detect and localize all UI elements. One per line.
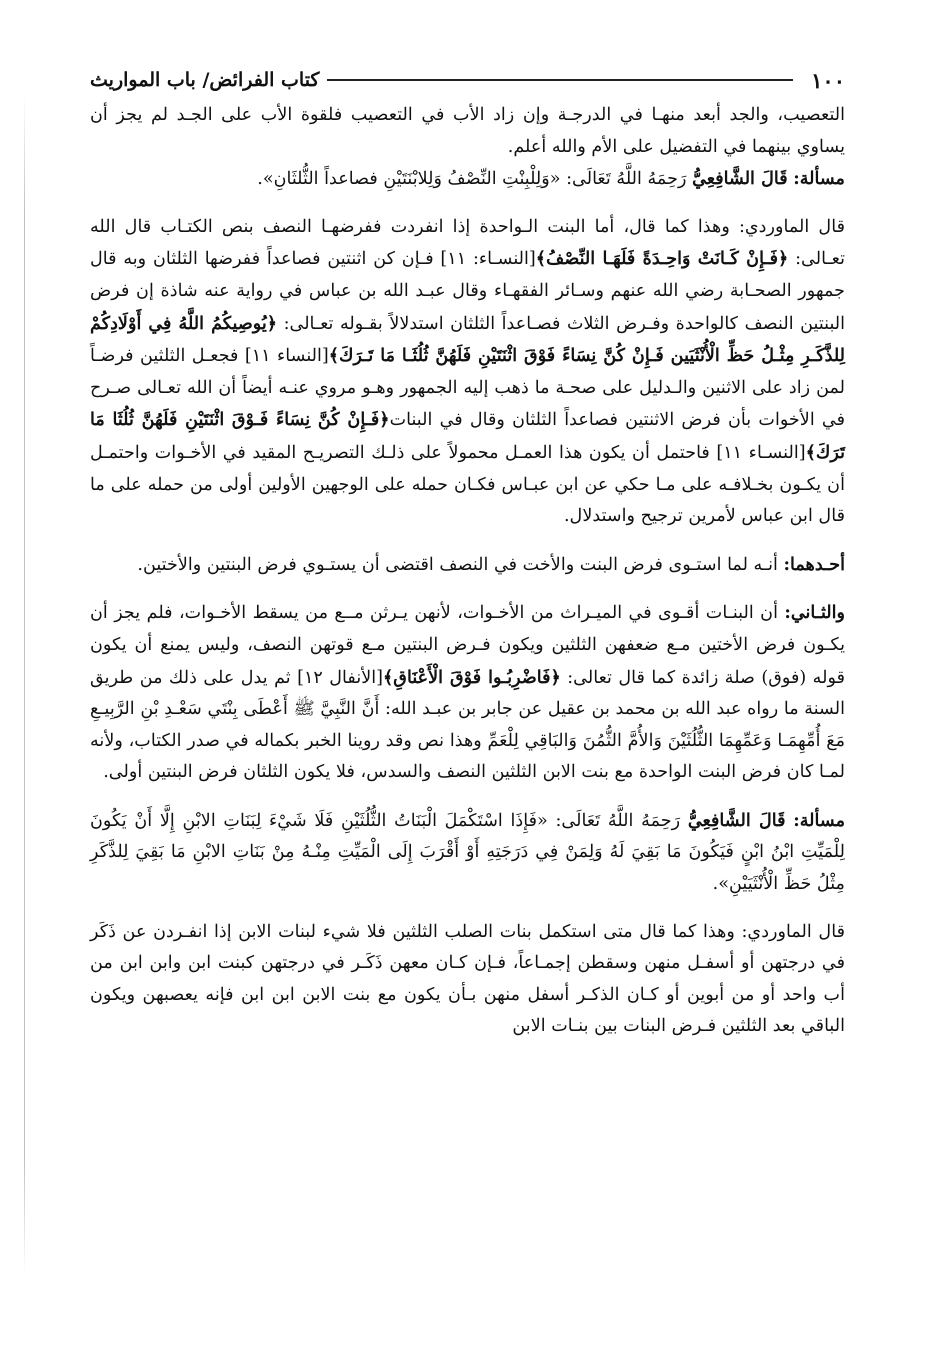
argument-text: أن البنـات أقـوى في الميـراث من الأخـوات، لأنهن يـرثن مــع من يسقط الأخـوات، فلم يجز أن يكـون فرض الأختين مـع ضعفهن الثلثين ويكون فـرض البنتين مـع قوتهن النصف، وليس يمنع أن يكون قوله (فوق) صلة زائدة كما قال تعالى: bbox=[90, 603, 845, 688]
page bbox=[90, 60, 845, 1043]
commentary-2: قال الماوردي: وهذا كما قال متى استكمل بنات الصلب الثلثين فلا شيء لبنات الابن إذا انفـردن عن ذَكَر في درجتهن أو أسفـل منهن وسقطن إجمـاعاً، فـإن كـان معهن ذَكَـر في درجتهن كبنت ابن وابن ابن من أب واحد أو من أبوين أو كـان الذكـر أسفل منهن بـأن يكون مع بنت الابن ابن ابن فإنه يعصبهن ويكون الباقي بعد الثلثين فـرض البنات بين بنـات الابن bbox=[90, 921, 845, 1037]
masala-2 bbox=[90, 805, 845, 901]
quran-quote: ﴿يُوصِيكُمُ اللَّهُ فِي أَوْلَادِكُمْ لِلذَّكَـرِ مِثْـلُ حَظِّ الْأُنْثَيَين فَـإِنْ كُنَّ نِسَاءً فَوْقَ اثْنَتَيْنِ فَلَهُنَّ ثُلُثَـا مَا تَـرَكَ﴾ bbox=[90, 312, 846, 367]
running-header bbox=[90, 60, 845, 100]
masala-text: رَحِمَهُ اللَّهُ تَعَالَى: «وَلِلْبِنْتِ النِّصْفُ وَلِلابْنَتَيْنِ فصاعداً الثُّلثَانِ». bbox=[257, 169, 687, 190]
commentary-text: [النسـاء ١١] فاحتمل أن يكون هذا العمـل محمولاً على ذلـك التصريـح المقيد في الأخـوات واحتمـل أن يكـون بخـلافـه على مـا حكي عن ابن عبـاس فكـان حمله على الوجهين الأولين أولى من حمله على ما قال ابن عباس لأمرين ترجيح واستدلال. bbox=[90, 442, 845, 527]
shafii-attribution: قَالَ الشَّافِعِيُّ bbox=[692, 168, 788, 190]
running-title: كتاب الفرائض/ باب المواريث bbox=[90, 69, 320, 91]
masala-label: مسألة: bbox=[793, 168, 845, 190]
quran-quote: ﴿فَاضْرِبُـوا فَوْقَ الْأَعْنَاقِ﴾ bbox=[383, 666, 561, 688]
argument-text: [الأنفال ١٢] ثم يدل على ذلك من طريق السنة ما رواه عبد الله بن محمد بن عقيل عن جابر بن عبـد الله: أَنَّ النَّبِيَّ ﷺ أَعْطَى بِنْتَي سَعْـدِ بْنِ الرَّبِيـعِ مَعَ أُمِّهِمَـا وَعَمِّهِمَا الثُّلُثَيْنَ وَالأُمَّ الثُّمُنَ وَالبَاقِي لِلْعَمِّ وهذا نص وقد روينا الخبر بكماله في صدر الكتاب، ولأنه لمـا كان فرض البنت الواحدة مع بنت الابن الثلثين النصف والسدس، فلا يكون الثلثان فرض البنتين أولى. bbox=[90, 667, 845, 783]
lead-word: أحـدهما: bbox=[783, 553, 845, 575]
commentary-text: [النساء ١١] فجعـل الثلثين فرضـاً لمن زاد على الاثنين والـدليل على صحـة ما ذهب إليه الجمهور وهـو مروي عنـه أيضاً أن الله تعـالى صـرح في الأخوات بأن فرض الاثنتين فصاعداً الثلثان وقال في البنات bbox=[90, 346, 845, 431]
lead-word: والثـاني: bbox=[784, 602, 845, 624]
commentary-1 bbox=[90, 212, 845, 533]
argument-second bbox=[90, 597, 845, 789]
scan-edge-line bbox=[24, 96, 25, 1276]
masala-text: رَحِمَهُ اللَّهُ تَعَالَى: «فَإِذَا اسْتَكْمَلَ الْبَنَاتُ الثُّلُثَيْنِ فَلَا شَيْءَ لِبَنَاتِ الابْنِ إِلَّا أَنْ يَكُونَ لِلْمَيِّتِ ابْنُ ابْنٍ فَيَكُونَ مَا بَقِيَ لَهُ وَلِمَنْ فِي دَرَجَتِهِ أَوْ أَقْرَبَ إِلَى الْمَيِّتِ مِنْـهُ مِنْ بَنَاتِ الابْنِ مَا بَقِيَ لِلذَّكَرِ مِثْلُ حَظِّ الْأُنْثَيَيْنِ». bbox=[90, 810, 845, 895]
quran-quote: ﴿فَـإِنْ كُنَّ نِسَاءً فَـوْقَ اثْنَتَيْنِ فَلَهُنَّ ثُلُثَا مَا تَرَكَ﴾ bbox=[90, 409, 845, 463]
quran-quote: ﴿فَـإِنْ كَـانَتْ وَاحِـدَةً فَلَهَـا النِّصْفُ﴾ bbox=[535, 248, 789, 270]
argument-first bbox=[90, 549, 845, 582]
commentary-text: قال الماوردي: وهذا كما قال، أما البنت الـواحدة إذا انفردت ففرضهـا النصف بنص الكتـاب قال الله تعـالى: bbox=[90, 216, 845, 270]
shafii-attribution: قَالَ الشَّافِعِيُّ bbox=[687, 809, 786, 831]
masala-label: مسألة: bbox=[793, 809, 846, 831]
masala-1 bbox=[90, 163, 845, 196]
paragraph-continuation: التعصيب، والجد أبعد منهـا في الدرجـة وإن زاد الأب في التعصيب فلقوة الأب على الجـد لم يجز أن يساوي بينهما في التفضيل على الأم والله أعلم. bbox=[90, 105, 845, 157]
header-rule bbox=[327, 79, 793, 81]
commentary-text: [النسـاء: ١١] فـإن كن اثنتين فصاعداً ففرضها الثلثان وبه قال جمهور الصحـابة رضي الله عنهم وسـائر الفقهـاء وقال عبـد الله بن عباس في رواية عنه شاذة إن فرض البنتين النصف كالواحدة وفـرض الثلاث فصـاعداً الثلثان استدلالاً بقـوله تعـالى: bbox=[90, 249, 846, 334]
page-number: ١٠٠ bbox=[811, 67, 845, 93]
argument-text: أنـه لما استـوى فرض البنت والأخت في النصف اقتضى أن يستـوي فرض البنتين والأختين. bbox=[137, 554, 784, 575]
